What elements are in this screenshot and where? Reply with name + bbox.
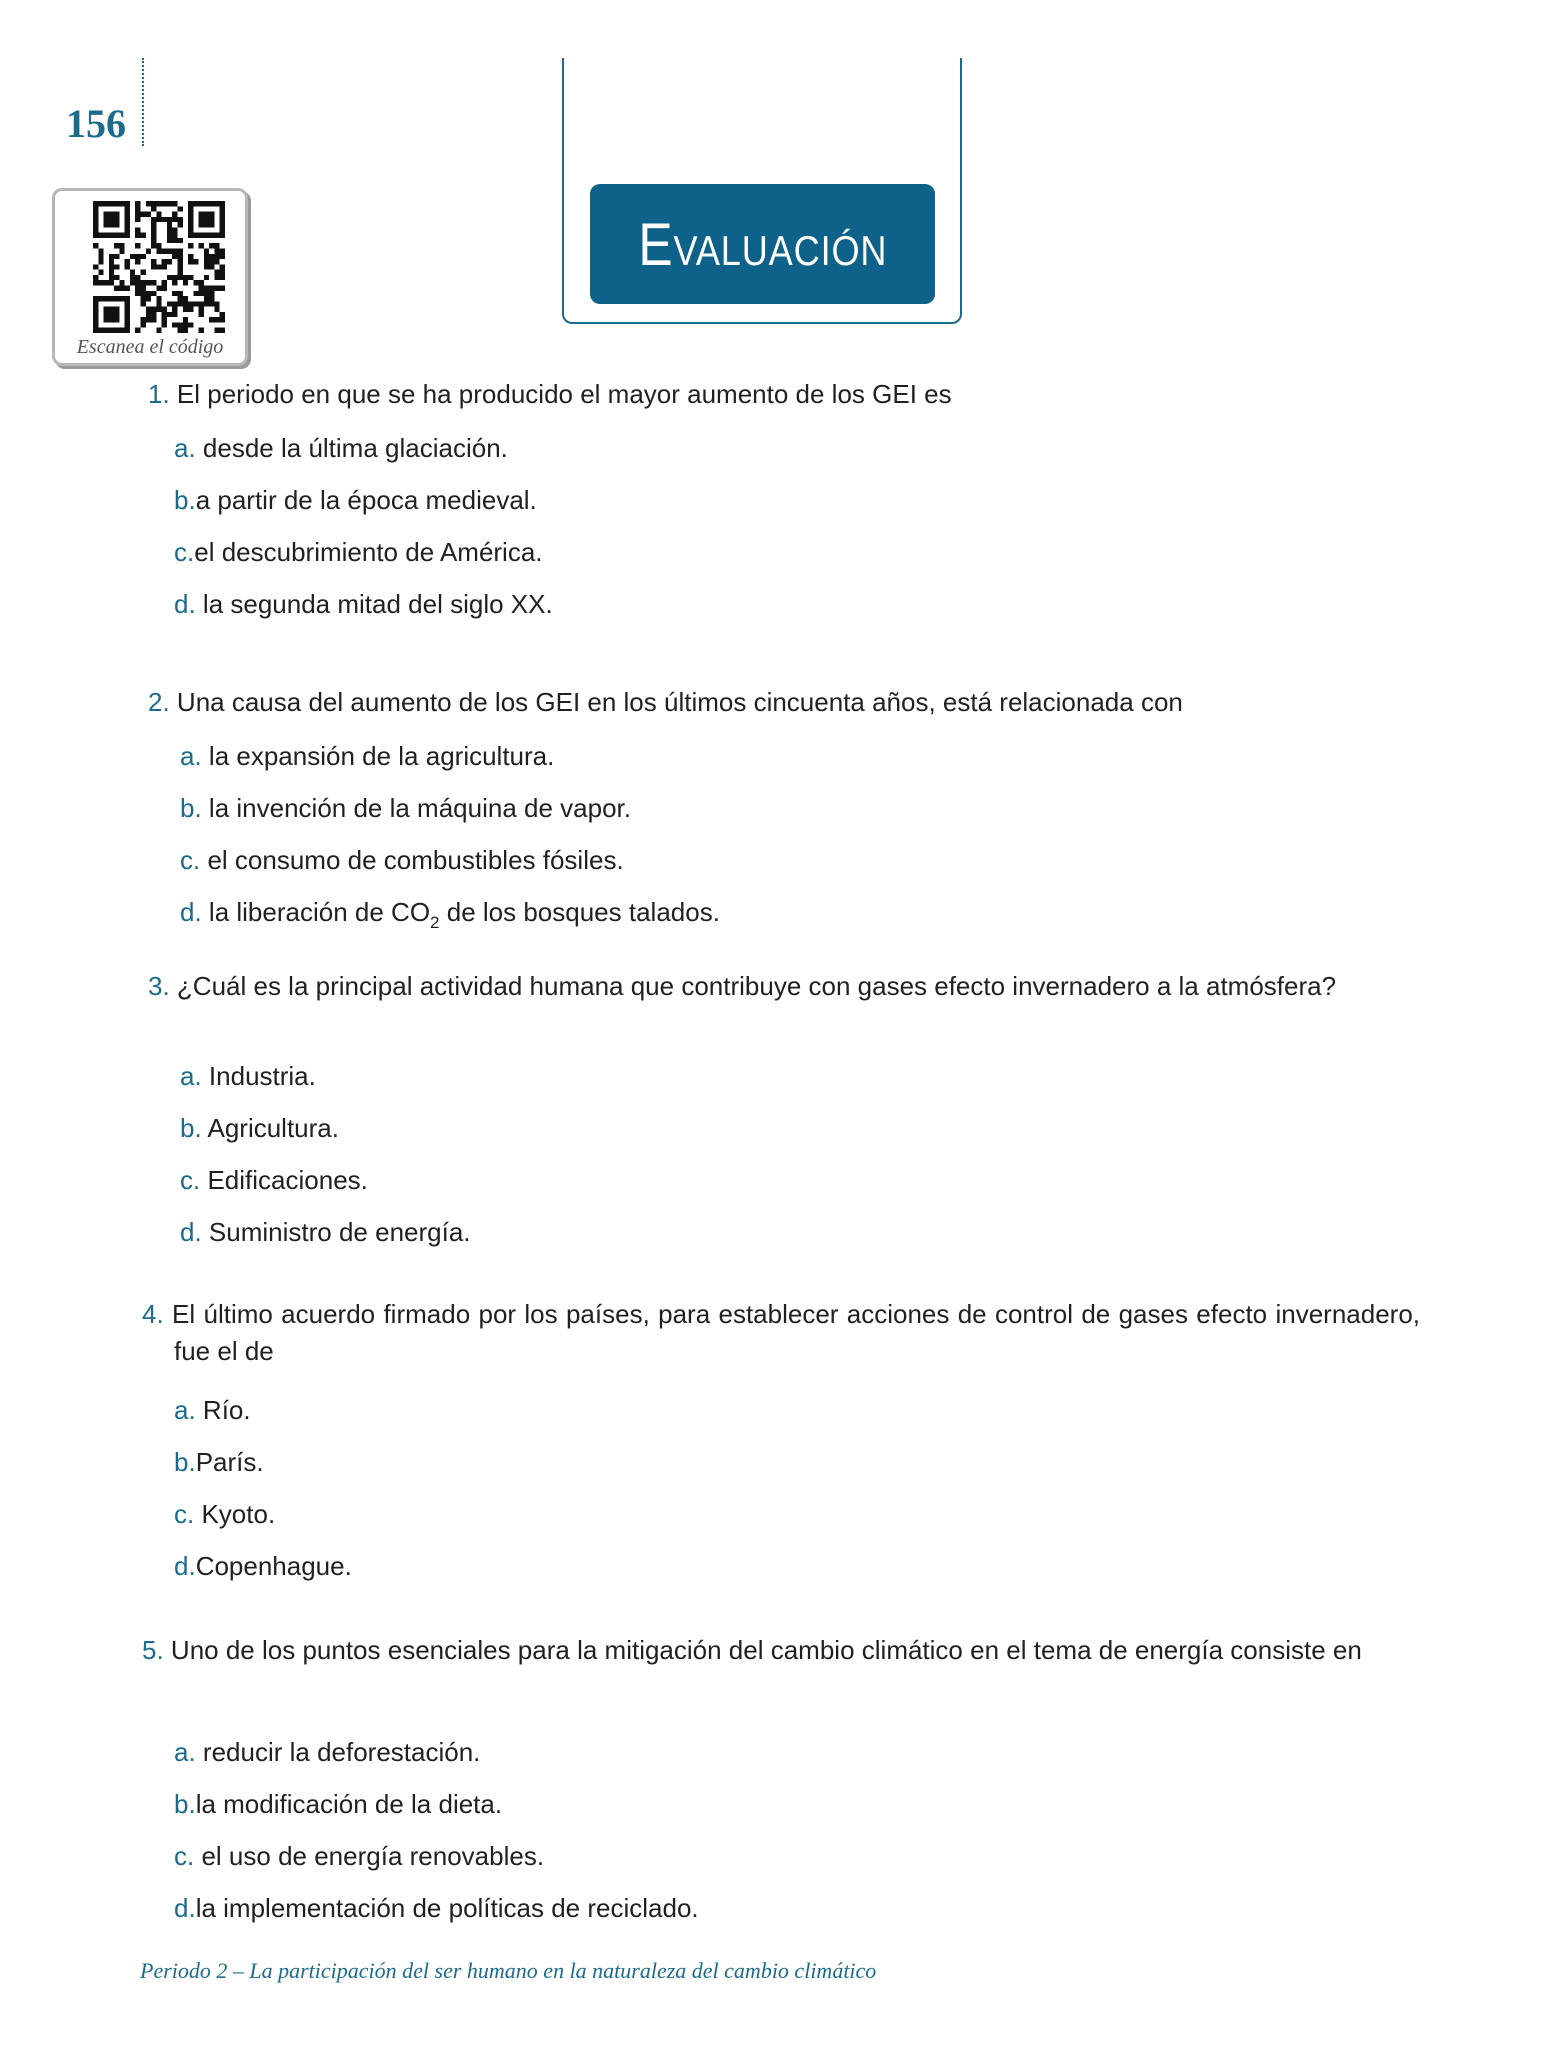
question-3-option-b <box>180 1110 339 1146</box>
option-text-before: la liberación de CO <box>208 897 431 927</box>
question-text: ¿Cuál es la principal actividad humana que contribuye con gases efecto invernadero a la atmósfera? <box>176 971 1337 1001</box>
question-5 <box>142 1632 1420 1669</box>
option-text: el consumo de combustibles fósiles. <box>207 845 624 875</box>
question-1 <box>148 376 1398 413</box>
question-4 <box>142 1296 1420 1370</box>
option-text: Río. <box>202 1395 251 1425</box>
option-text: Industria. <box>208 1061 316 1091</box>
option-text: la invención de la máquina de vapor. <box>208 793 631 823</box>
co2-subscript: 2 <box>430 913 440 932</box>
question-5-option-c <box>174 1838 544 1874</box>
option-text: el uso de energía renovables. <box>201 1841 545 1871</box>
option-text: París. <box>195 1447 264 1477</box>
option-text: Suministro de energía. <box>208 1217 471 1247</box>
qr-caption: Escanea el código <box>76 336 224 358</box>
option-letter: b. <box>174 485 196 515</box>
question-1-option-c <box>174 534 543 570</box>
option-letter: d. <box>180 1217 202 1247</box>
option-text: reducir la deforestación. <box>202 1737 481 1767</box>
option-text: Kyoto. <box>201 1499 276 1529</box>
page-footer: Periodo 2 – La participación del ser humano en la naturaleza del cambio climático <box>140 1958 877 1983</box>
question-text: El periodo en que se ha producido el mayor aumento de los GEI es <box>176 379 952 409</box>
question-3-option-a <box>180 1058 316 1094</box>
page-number: 156 <box>66 101 126 146</box>
option-letter: b. <box>180 793 202 823</box>
option-letter: d. <box>174 1893 196 1923</box>
option-text: la modificación de la dieta. <box>195 1789 503 1819</box>
qr-code-box <box>52 188 248 366</box>
option-letter: a. <box>174 1395 196 1425</box>
question-number: 2. <box>148 687 170 717</box>
question-4-option-d <box>174 1548 352 1584</box>
option-letter: a. <box>180 741 202 771</box>
question-1-option-b <box>174 482 537 518</box>
question-5-option-a <box>174 1734 480 1770</box>
question-2-option-b <box>180 790 631 826</box>
option-text: desde la última glaciación. <box>202 433 508 463</box>
option-letter: b. <box>174 1789 196 1819</box>
option-letter: b. <box>174 1447 196 1477</box>
question-text: Una causa del aumento de los GEI en los últimos cincuenta años, está relacionada con <box>176 687 1183 717</box>
question-3 <box>148 968 1412 1005</box>
option-text: el descubrimiento de América. <box>194 537 543 567</box>
option-letter: a. <box>180 1061 202 1091</box>
question-5-option-b <box>174 1786 502 1822</box>
section-header-badge <box>590 184 935 304</box>
question-2-option-d <box>180 894 720 930</box>
option-text: la segunda mitad del siglo XX. <box>202 589 553 619</box>
option-letter: c. <box>174 1841 195 1871</box>
qr-code-icon <box>93 201 225 333</box>
option-letter: d. <box>174 1551 196 1581</box>
section-title: Evaluación <box>637 210 888 278</box>
option-letter: d. <box>174 589 196 619</box>
question-number: 3. <box>148 971 170 1001</box>
question-2-option-a <box>180 738 554 774</box>
option-text-after: de los bosques talados. <box>439 897 720 927</box>
question-text: El último acuerdo firmado por los países, para establecer acciones de control de gases efecto invernadero, fue el de <box>172 1299 1420 1366</box>
question-2 <box>148 684 1408 721</box>
option-text: la implementación de políticas de reciclado. <box>195 1893 699 1923</box>
option-letter: c. <box>180 1165 201 1195</box>
option-text: Copenhague. <box>195 1551 352 1581</box>
option-letter: a. <box>174 433 196 463</box>
question-1-option-a <box>174 430 508 466</box>
option-letter: a. <box>174 1737 196 1767</box>
question-text: Uno de los puntos esenciales para la mitigación del cambio climático en el tema de energía consiste en <box>170 1635 1362 1665</box>
question-3-option-d <box>180 1214 471 1250</box>
option-letter: c. <box>174 1499 195 1529</box>
option-text: Edificaciones. <box>207 1165 368 1195</box>
question-number: 4. <box>142 1299 164 1329</box>
option-letter: b. <box>180 1113 202 1143</box>
question-4-option-a <box>174 1392 251 1428</box>
question-4-option-b <box>174 1444 264 1480</box>
page-number-divider <box>142 58 144 146</box>
option-text: a partir de la época medieval. <box>195 485 537 515</box>
option-letter: d. <box>180 897 202 927</box>
option-letter: c. <box>174 537 195 567</box>
option-text: Agricultura. <box>207 1113 339 1143</box>
question-1-option-d <box>174 586 553 622</box>
question-number: 5. <box>142 1635 164 1665</box>
question-5-option-d <box>174 1890 699 1926</box>
option-text: la expansión de la agricultura. <box>208 741 555 771</box>
question-4-option-c <box>174 1496 275 1532</box>
option-letter: c. <box>180 845 201 875</box>
question-3-option-c <box>180 1162 368 1198</box>
question-2-option-c <box>180 842 624 878</box>
question-number: 1. <box>148 379 170 409</box>
